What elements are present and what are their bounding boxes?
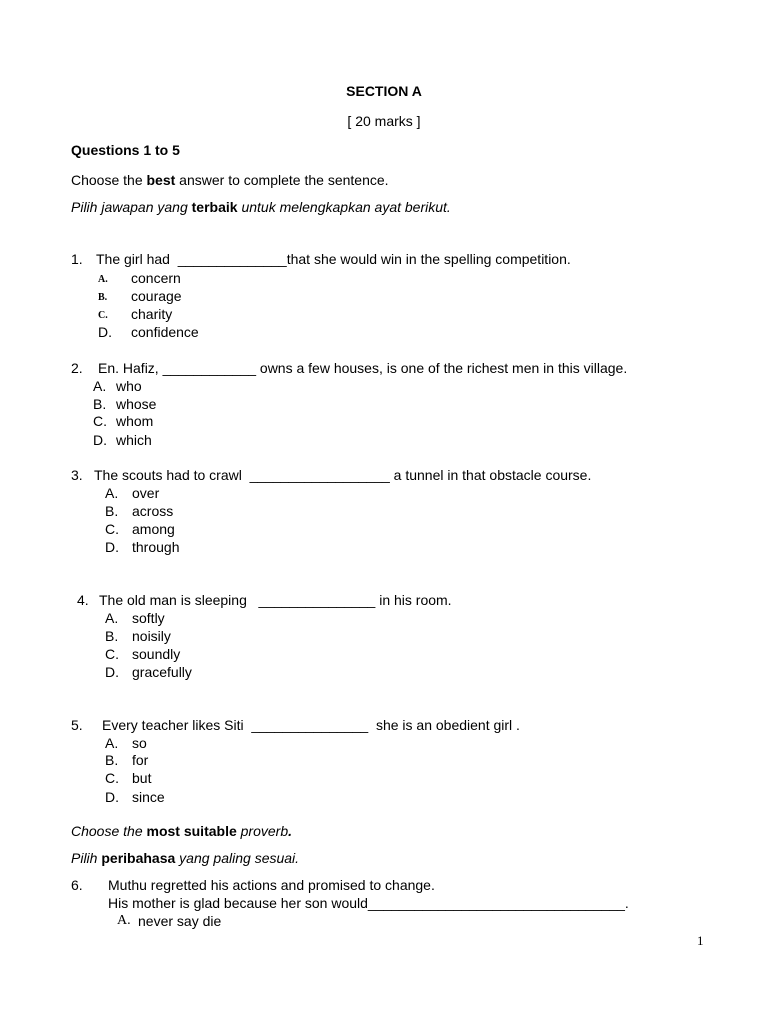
question-text-line-2: His mother is glad because her son would_________________________________.	[108, 895, 629, 911]
option-letter: C.	[105, 521, 119, 537]
instruction-english: Choose the best answer to complete the sentence.	[71, 172, 389, 188]
option-text: over	[132, 485, 160, 501]
option-text: softly	[132, 610, 165, 626]
question-text: The scouts had to crawl __________________ a tunnel in that obstacle course.	[94, 467, 592, 483]
question-number: 2.	[71, 360, 83, 376]
option-letter: A.	[93, 378, 107, 394]
questions-range: Questions 1 to 5	[71, 142, 180, 158]
option-text: since	[132, 789, 165, 805]
option-letter: A.	[117, 913, 131, 928]
option-letter: A.	[105, 735, 119, 751]
option-text: which	[116, 432, 152, 448]
option-letter: B.	[98, 292, 108, 303]
option-text: through	[132, 539, 180, 555]
page-number: 1	[697, 933, 704, 948]
option-letter: C.	[105, 770, 119, 786]
question-text: The old man is sleeping _______________ in his room.	[99, 592, 452, 608]
question-text-line-1: Muthu regretted his actions and promised to change.	[108, 877, 435, 893]
option-text: charity	[131, 306, 173, 322]
option-text: whom	[116, 413, 154, 429]
option-text: concern	[131, 270, 181, 286]
section-title: SECTION A	[346, 83, 422, 99]
option-text: gracefully	[132, 664, 192, 680]
option-letter: C.	[93, 413, 107, 429]
question-number: 1.	[71, 251, 83, 267]
option-text: but	[132, 770, 152, 786]
option-letter: D.	[98, 324, 112, 340]
proverb-instruction-malay: Pilih peribahasa yang paling sesuai.	[71, 850, 300, 866]
option-text: for	[132, 752, 149, 768]
marks-label: [ 20 marks ]	[347, 113, 421, 129]
option-text: so	[132, 735, 147, 751]
option-letter: B.	[105, 752, 119, 768]
option-text: courage	[131, 288, 182, 304]
option-letter: A.	[105, 485, 119, 501]
option-letter: D.	[105, 664, 119, 680]
option-text: among	[132, 521, 175, 537]
question-text: Every teacher likes Siti _______________ she is an obedient girl .	[102, 717, 520, 733]
option-text: soundly	[132, 646, 181, 662]
option-letter: B.	[105, 503, 119, 519]
question-number: 5.	[71, 717, 83, 733]
option-letter: C.	[98, 310, 108, 321]
option-letter: A.	[98, 274, 108, 285]
option-text: whose	[116, 396, 157, 412]
option-letter: C.	[105, 646, 119, 662]
question-text: En. Hafiz, ____________ owns a few houses, is one of the richest men in this village.	[98, 360, 628, 376]
question-number: 3.	[71, 467, 83, 483]
option-letter: A.	[105, 610, 119, 626]
option-letter: B.	[93, 396, 107, 412]
instruction-malay: Pilih jawapan yang terbaik untuk melengkapkan ayat berikut.	[71, 199, 451, 215]
option-text: across	[132, 503, 174, 519]
option-letter: D.	[105, 789, 119, 805]
option-text: noisily	[132, 628, 171, 644]
proverb-instruction-english: Choose the most suitable proverb.	[71, 823, 292, 839]
option-text: confidence	[131, 324, 199, 340]
option-letter: D.	[105, 539, 119, 555]
option-letter: B.	[105, 628, 119, 644]
option-text: never say die	[138, 913, 222, 929]
option-letter: D.	[93, 432, 107, 448]
question-number: 6.	[71, 877, 83, 893]
option-text: who	[116, 378, 142, 394]
question-text: The girl had ______________that she would win in the spelling competition.	[96, 251, 571, 267]
question-number: 4.	[77, 592, 89, 608]
